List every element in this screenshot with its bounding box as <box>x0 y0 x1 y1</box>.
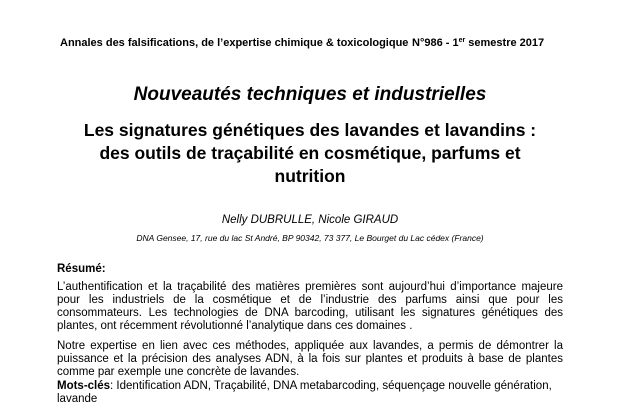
issue-superscript: er <box>458 37 466 44</box>
title-line: Les signatures génétiques des lavandes et lavandins : <box>83 120 537 140</box>
journal-header: Annales des falsifications, de l’expertise chimique & toxicologique <box>60 37 409 49</box>
keywords-label: Mots-clés <box>57 380 111 392</box>
paragraph-line: consommateurs. Les technologies de DNA barcoding, utilisant les signatures génétiques des <box>57 307 563 319</box>
keywords-line <box>57 380 563 393</box>
affiliation: DNA Gensee, 17, rue du lac St André, BP 90342, 73 377, Le Bourget du Lac cédex (France) <box>136 233 484 243</box>
abstract-paragraph-1 <box>57 281 563 333</box>
keywords-line: lavande <box>57 393 98 405</box>
paragraph-line: Notre expertise en lien avec ces méthodes, appliquée aux lavandes, a permis de démontrer la <box>57 340 563 352</box>
paragraph-line: L’authentification et la traçabilité des matières premières sont aujourd’hui d’importance majeure <box>57 281 563 293</box>
paragraph-line: puissance et la précision des analyses ADN, à la fois sur plantes et produits à base de plantes <box>57 353 563 365</box>
paragraph-line: comme par exemple une concrète de lavandes. <box>57 366 300 378</box>
issue-info <box>412 37 544 49</box>
abstract-heading: Résumé: <box>57 263 106 275</box>
section-title: Nouveautés techniques et industrielles <box>133 84 487 105</box>
issue-prefix: N°986 - 1 <box>412 37 459 49</box>
title-line: des outils de traçabilité en cosmétique, parfums et <box>99 143 521 163</box>
paragraph-line: plantes, ont récemment révolutionné l’analytique dans ces domaines . <box>57 320 413 332</box>
issue-suffix: semestre 2017 <box>465 37 545 49</box>
title-line: nutrition <box>274 166 346 186</box>
abstract-paragraph-2 <box>57 340 563 379</box>
paragraph-line: pour les industriels de la cosmétique et de l’industrie des parfums ainsi que pour les <box>57 294 563 306</box>
keywords <box>57 380 563 406</box>
article-title <box>40 119 580 188</box>
authors: Nelly DUBRULLE, Nicole GIRAUD <box>221 214 399 226</box>
keywords-text: : Identification ADN, Traçabilité, DNA metabarcoding, séquençage nouvelle génération, <box>110 380 552 392</box>
